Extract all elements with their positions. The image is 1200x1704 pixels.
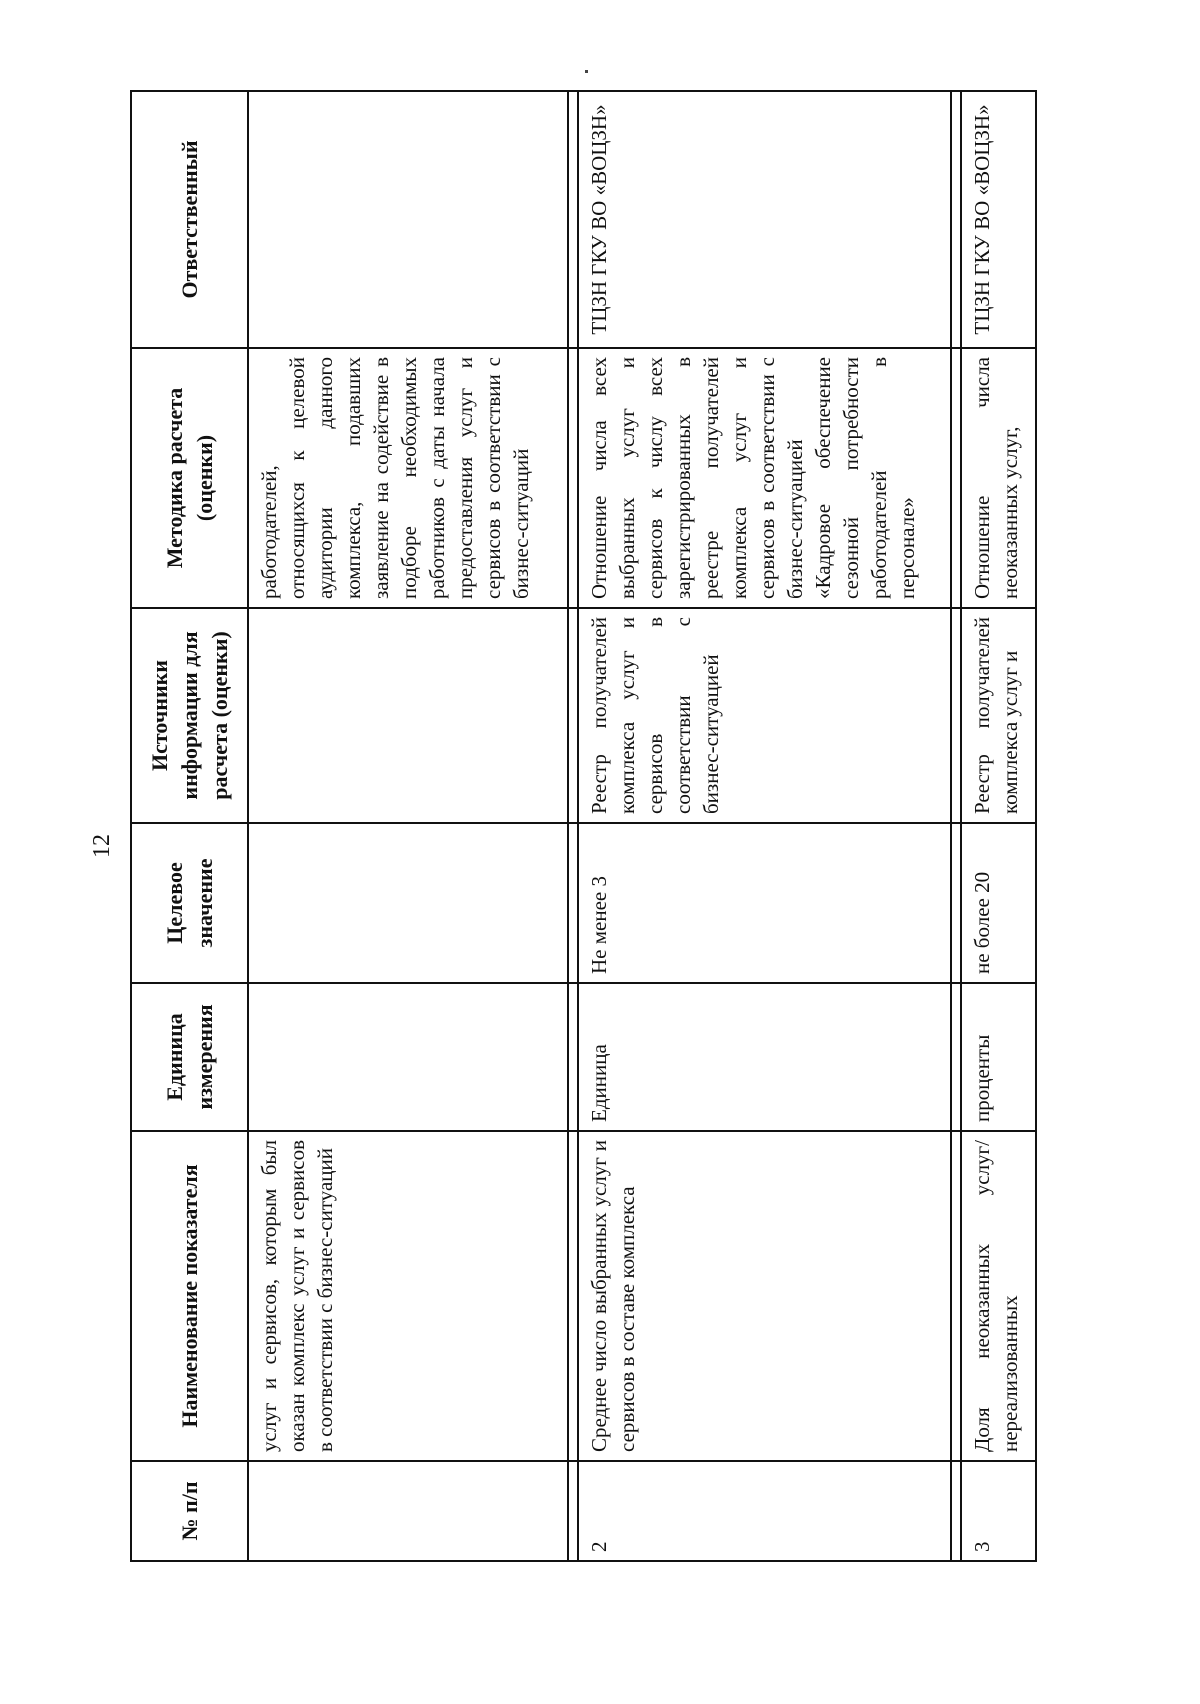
cell-unit: проценты <box>961 983 1036 1131</box>
rotated-table-container <box>130 92 1037 1562</box>
header-responsible: Ответственный <box>131 91 248 348</box>
cell-method: Отношение числа всех выбранных услуг и сервисов к числу всех зарегистрированных в реестре получателей комплекса услуг и сервисов в соответствии с бизнес-ситуацией «Кадровое обеспечение сезонной потребности работодателей в персонале» <box>578 348 951 608</box>
cell-responsible: ТЦЗН ГКУ ВО «ВОЦЗН» <box>961 91 1036 348</box>
table-row <box>961 91 1036 1561</box>
indicators-table <box>130 90 1037 1562</box>
cell-num: 3 <box>961 1461 1036 1561</box>
row-separator <box>568 91 579 1561</box>
cell-target <box>248 823 567 983</box>
cell-responsible: ТЦЗН ГКУ ВО «ВОЦЗН» <box>578 91 951 348</box>
header-method: Методика расчета (оценки) <box>131 348 248 608</box>
header-num: № п/п <box>131 1461 248 1561</box>
row-separator <box>951 91 962 1561</box>
cell-name: Среднее число выбранных услуг и сервисов в составе комплекса <box>578 1131 951 1461</box>
cell-num <box>248 1461 567 1561</box>
cell-target: Не менее 3 <box>578 823 951 983</box>
cell-unit: Единица <box>578 983 951 1131</box>
header-unit: Единица измерения <box>131 983 248 1131</box>
cell-source: Реестр получателей комплекса услуг и <box>961 608 1036 823</box>
cell-target: не более 20 <box>961 823 1036 983</box>
header-name: Наименование показателя <box>131 1131 248 1461</box>
header-target: Целевое значение <box>131 823 248 983</box>
table-row <box>248 91 567 1561</box>
cell-method: Отношение числа неоказанных услуг, <box>961 348 1036 608</box>
cell-source <box>248 608 567 823</box>
page-number: 12 <box>89 834 115 858</box>
cell-source: Реестр получателей комплекса услуг и сервисов в соответствии с бизнес-ситуацией <box>578 608 951 823</box>
cell-unit <box>248 983 567 1131</box>
cell-name: Доля неоказанных услуг/нереализованных <box>961 1131 1036 1461</box>
scan-mark <box>585 70 588 73</box>
header-row <box>131 91 248 1561</box>
cell-responsible <box>248 91 567 348</box>
header-source: Источники информации для расчета (оценки) <box>131 608 248 823</box>
cell-num: 2 <box>578 1461 951 1561</box>
cell-method: работодателей, относящихся к целевой аудитории данного комплекса, подавших заявление на содействие в подборе необходимых работников с даты начала предоставления услуг и сервисов в соответствии с бизнес-ситуаций <box>248 348 567 608</box>
table-row <box>578 91 951 1561</box>
cell-name: услуг и сервисов, которым был оказан комплекс услуг и сервисов в соответствии с бизнес-ситуаций <box>248 1131 567 1461</box>
